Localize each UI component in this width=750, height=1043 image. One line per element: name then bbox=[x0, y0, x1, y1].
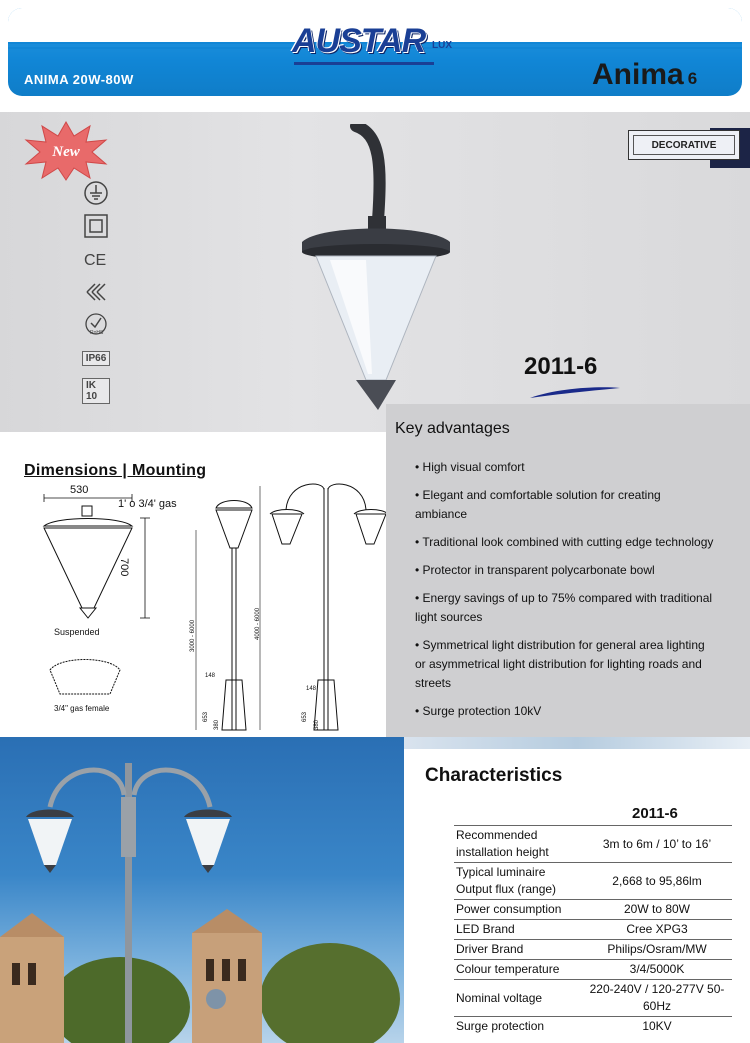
table-row bbox=[454, 960, 732, 980]
characteristics-model: 2011-6 bbox=[632, 805, 678, 822]
spec-value: 220-240V / 120-277V 50-60Hz bbox=[582, 980, 732, 1017]
characteristics-table bbox=[454, 825, 732, 1036]
table-row bbox=[454, 900, 732, 920]
certification-icons bbox=[82, 180, 112, 411]
spec-value: 10KV bbox=[582, 1017, 732, 1037]
pole1-range: 3000 - 6000 bbox=[190, 619, 196, 652]
spec-key: Driver Brand bbox=[454, 940, 582, 960]
dimensions-title: Dimensions | Mounting bbox=[24, 462, 207, 479]
spec-key: Surge protection bbox=[454, 1017, 582, 1037]
product-name: Anima 6 bbox=[592, 58, 698, 91]
advantages-list bbox=[415, 458, 715, 730]
suspended-label: Suspended bbox=[54, 627, 100, 637]
characteristics-panel bbox=[404, 737, 750, 1043]
list-item: • Protector in transparent polycarbonate bowl bbox=[415, 561, 715, 580]
characteristics-stripe bbox=[404, 737, 750, 749]
list-item: • High visual comfort bbox=[415, 458, 715, 477]
ip66-badge: IP66 bbox=[82, 345, 110, 371]
spec-value: Philips/Osram/MW bbox=[582, 940, 732, 960]
list-item: • Energy savings of up to 75% compared with traditional light sources bbox=[415, 589, 715, 627]
gas-female-label: 3/4" gas female bbox=[54, 704, 110, 713]
page-header bbox=[0, 0, 750, 100]
model-swoosh bbox=[528, 384, 622, 400]
hero-model-number: 2011-6 bbox=[524, 353, 598, 380]
table-row bbox=[454, 980, 732, 1017]
new-badge bbox=[24, 120, 108, 182]
dim-width: 530 bbox=[70, 484, 89, 496]
characteristics-title: Characteristics bbox=[425, 765, 563, 786]
list-item: • Traditional look combined with cutting edge technology bbox=[415, 533, 715, 552]
new-badge-text: New bbox=[52, 144, 80, 160]
pole2-base-380: 380 bbox=[314, 719, 320, 730]
spec-key: Power consumption bbox=[454, 900, 582, 920]
dim-height: 700 bbox=[118, 558, 130, 577]
lamp-product-image bbox=[290, 124, 460, 420]
spec-value: 3/4/5000K bbox=[582, 960, 732, 980]
spec-key: Typical luminaire Output flux (range) bbox=[454, 863, 582, 900]
enec-mark-icon bbox=[82, 279, 110, 305]
spec-key: Recommended installation height bbox=[454, 826, 582, 863]
pole1-base-380: 380 bbox=[214, 719, 220, 730]
spec-key: LED Brand bbox=[454, 920, 582, 940]
pole1-base-148: 148 bbox=[205, 673, 216, 679]
product-range: ANIMA 20W-80W bbox=[24, 72, 134, 87]
installation-photo bbox=[0, 737, 404, 1043]
class-ii-icon bbox=[82, 213, 110, 239]
list-item: • Surge protection 10kV bbox=[415, 702, 715, 721]
rohs-icon bbox=[82, 312, 110, 338]
spec-key: Nominal voltage bbox=[454, 980, 582, 1017]
spec-value: 2,668 to 95,86lm bbox=[582, 863, 732, 900]
ce-mark-icon bbox=[82, 246, 110, 272]
dimensions-drawing bbox=[20, 480, 390, 740]
list-item: • Symmetrical light distribution for general area lighting or asymmetrical light distribution for lighting roads and streets bbox=[415, 636, 715, 693]
svg-text:RoHS: RoHS bbox=[90, 330, 104, 336]
dim-gas: 1' o 3/4' gas bbox=[118, 498, 177, 510]
pole2-range: 4000 - 6000 bbox=[255, 607, 261, 640]
spec-value: 20W to 80W bbox=[582, 900, 732, 920]
key-advantages-title: Key advantages bbox=[395, 420, 510, 437]
key-advantages-panel bbox=[386, 404, 750, 748]
pole1-base-653: 653 bbox=[203, 711, 209, 722]
table-row bbox=[454, 940, 732, 960]
list-item: • Elegant and comfortable solution for creating ambiance bbox=[415, 486, 715, 524]
svg-text:CE: CE bbox=[84, 252, 107, 269]
photo-scene bbox=[0, 737, 404, 1043]
spec-value: 3m to 6m / 10’ to 16’ bbox=[582, 826, 732, 863]
spec-key: Colour temperature bbox=[454, 960, 582, 980]
spec-value: Cree XPG3 bbox=[582, 920, 732, 940]
table-row bbox=[454, 826, 732, 863]
pole2-base-653: 653 bbox=[302, 711, 308, 722]
pole2-base-148: 148 bbox=[306, 686, 317, 692]
brand-logo: AUSTAR LUX bbox=[292, 22, 454, 66]
table-row bbox=[454, 920, 732, 940]
category-badge: DECORATIVE bbox=[628, 130, 740, 160]
table-row bbox=[454, 863, 732, 900]
ik10-badge: IK 10 bbox=[82, 378, 110, 404]
earth-ground-icon bbox=[82, 180, 110, 206]
page-number: 6 bbox=[687, 69, 698, 88]
table-row bbox=[454, 1017, 732, 1037]
